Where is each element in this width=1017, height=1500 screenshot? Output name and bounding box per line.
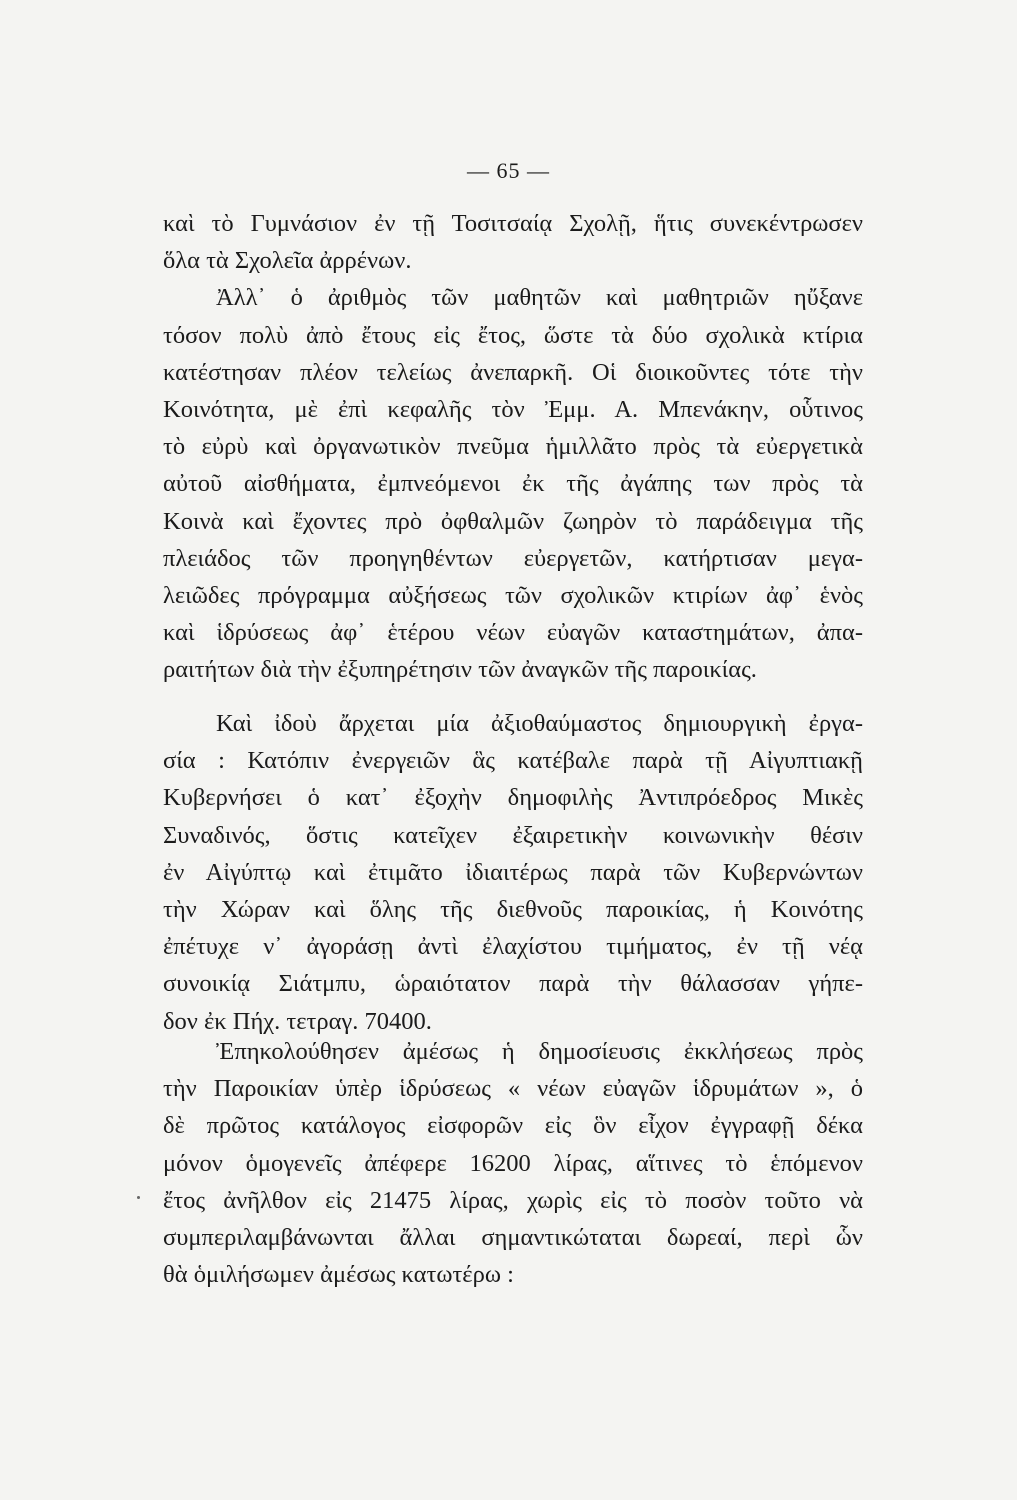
text-line: Συναδινός, ὅστις κατεῖχεν ἐξαιρετικὴν κοινωνικὴν θέσιν (163, 821, 863, 849)
text-line: Καὶ ἰδοὺ ἄρχεται μία ἀξιοθαύμαστος δημιουργικὴ ἐργα- (216, 710, 863, 737)
text-line: δον ἐκ Πήχ. τετραγ. 70400. (163, 1007, 432, 1035)
paragraph-2 (163, 705, 863, 1040)
text-line: τόσον πολὺ ἀπὸ ἔτους εἰς ἔτος, ὥστε τὰ δύο σχολικὰ κτίρια (163, 321, 863, 349)
text-line: δὲ πρῶτος κατάλογος εἰσφορῶν εἰς ὃν εἶχον ἐγγραφῇ δέκα (163, 1112, 863, 1140)
text-line: τὴν Παροικίαν ὑπὲρ ἱδρύσεως « νέων εὐαγῶν ἱδρυμάτων », ὁ (163, 1075, 863, 1103)
text-line: Κοινὰ καὶ ἔχοντες πρὸ ὀφθαλμῶν ζωηρὸν τὸ παράδειγμα τῆς (163, 507, 863, 535)
text-line: καὶ ἱδρύσεως ἀφ᾽ ἑτέρου νέων εὐαγῶν καταστημάτων, ἀπα- (163, 619, 863, 647)
text-line: ἐν Αἰγύπτῳ καὶ ἐτιμᾶτο ἰδιαιτέρως παρὰ τῶν Κυβερνώντων (163, 858, 863, 886)
text-line: ὅλα τὰ Σχολεῖα ἀρρένων. (163, 247, 412, 275)
text-line: θὰ ὁμιλήσωμεν ἀμέσως κατωτέρω : (163, 1261, 514, 1289)
text-line: αὐτοῦ αἰσθήματα, ἐμπνεόμενοι ἐκ τῆς ἀγάπης των πρὸς τὰ (163, 470, 863, 498)
text-line: κατέστησαν πλέον τελείως ἀνεπαρκῆ. Οἱ διοικοῦντες τότε τὴν (163, 358, 863, 386)
page-number: — 65 — (467, 158, 550, 183)
paragraph-3 (163, 1033, 863, 1293)
text-line: Ἀλλ᾽ ὁ ἀριθμὸς τῶν μαθητῶν καὶ μαθητριῶν ηὔξανε (216, 284, 863, 312)
text-line: ἐπέτυχε ν᾽ ἀγοράσῃ ἀντὶ ἐλαχίστου τιμήματος, ἐν τῇ νέᾳ (163, 933, 863, 961)
text-line: λειῶδες πρόγραμμα αὐξήσεως τῶν σχολικῶν κτιρίων ἀφ᾽ ἑνὸς (163, 581, 863, 609)
text-line: Ἐπηκολούθησεν ἀμέσως ἡ δημοσίευσις ἐκκλήσεως πρὸς (216, 1038, 863, 1065)
text-line: τὴν Χώραν καὶ ὅλης τῆς διεθνοῦς παροικίας, ἡ Κοινότης (163, 895, 863, 923)
text-line: Κοινότητα, μὲ ἐπὶ κεφαλῆς τὸν Ἐμμ. Α. Μπενάκην, οὗτινος (163, 395, 863, 423)
text-line: συμπεριλαμβάνωνται ἄλλαι σημαντικώταται δωρεαί, περὶ ὧν (163, 1223, 863, 1251)
paper-speck (137, 1196, 140, 1199)
text-line: Κυβερνήσει ὁ κατ᾽ ἐξοχὴν δημοφιλὴς Ἀντιπρόεδρος Μικὲς (163, 784, 863, 812)
text-line: πλειάδος τῶν προηγηθέντων εὐεργετῶν, κατήρτισαν μεγα- (163, 544, 863, 572)
text-line: ἔτος ἀνῆλθον εἰς 21475 λίρας, χωρὶς εἰς τὸ ποσὸν τοῦτο νὰ (163, 1186, 863, 1214)
text-line: μόνον ὁμογενεῖς ἀπέφερε 16200 λίρας, αἵτινες τὸ ἑπόμενον (163, 1149, 863, 1177)
text-line: τὸ εὐρὺ καὶ ὀργανωτικὸν πνεῦμα ἡμιλλᾶτο πρὸς τὰ εὐεργετικὰ (163, 433, 863, 461)
text-line: συνοικίᾳ Σιάτμπυ, ὡραιότατον παρὰ τὴν θάλασσαν γήπε- (163, 970, 863, 998)
text-line: ραιτήτων διὰ τὴν ἐξυπηρέτησιν τῶν ἀναγκῶν τῆς παροικίας. (163, 656, 757, 684)
paragraph-1 (163, 205, 863, 688)
text-line: σία : Κατόπιν ἐνεργειῶν ἃς κατέβαλε παρὰ τῇ Αἰγυπτιακῇ (163, 747, 863, 775)
text-line: καὶ τὸ Γυμνάσιον ἐν τῇ Τοσιτσαίᾳ Σχολῇ, ἥτις συνεκέντρωσεν (163, 210, 863, 237)
